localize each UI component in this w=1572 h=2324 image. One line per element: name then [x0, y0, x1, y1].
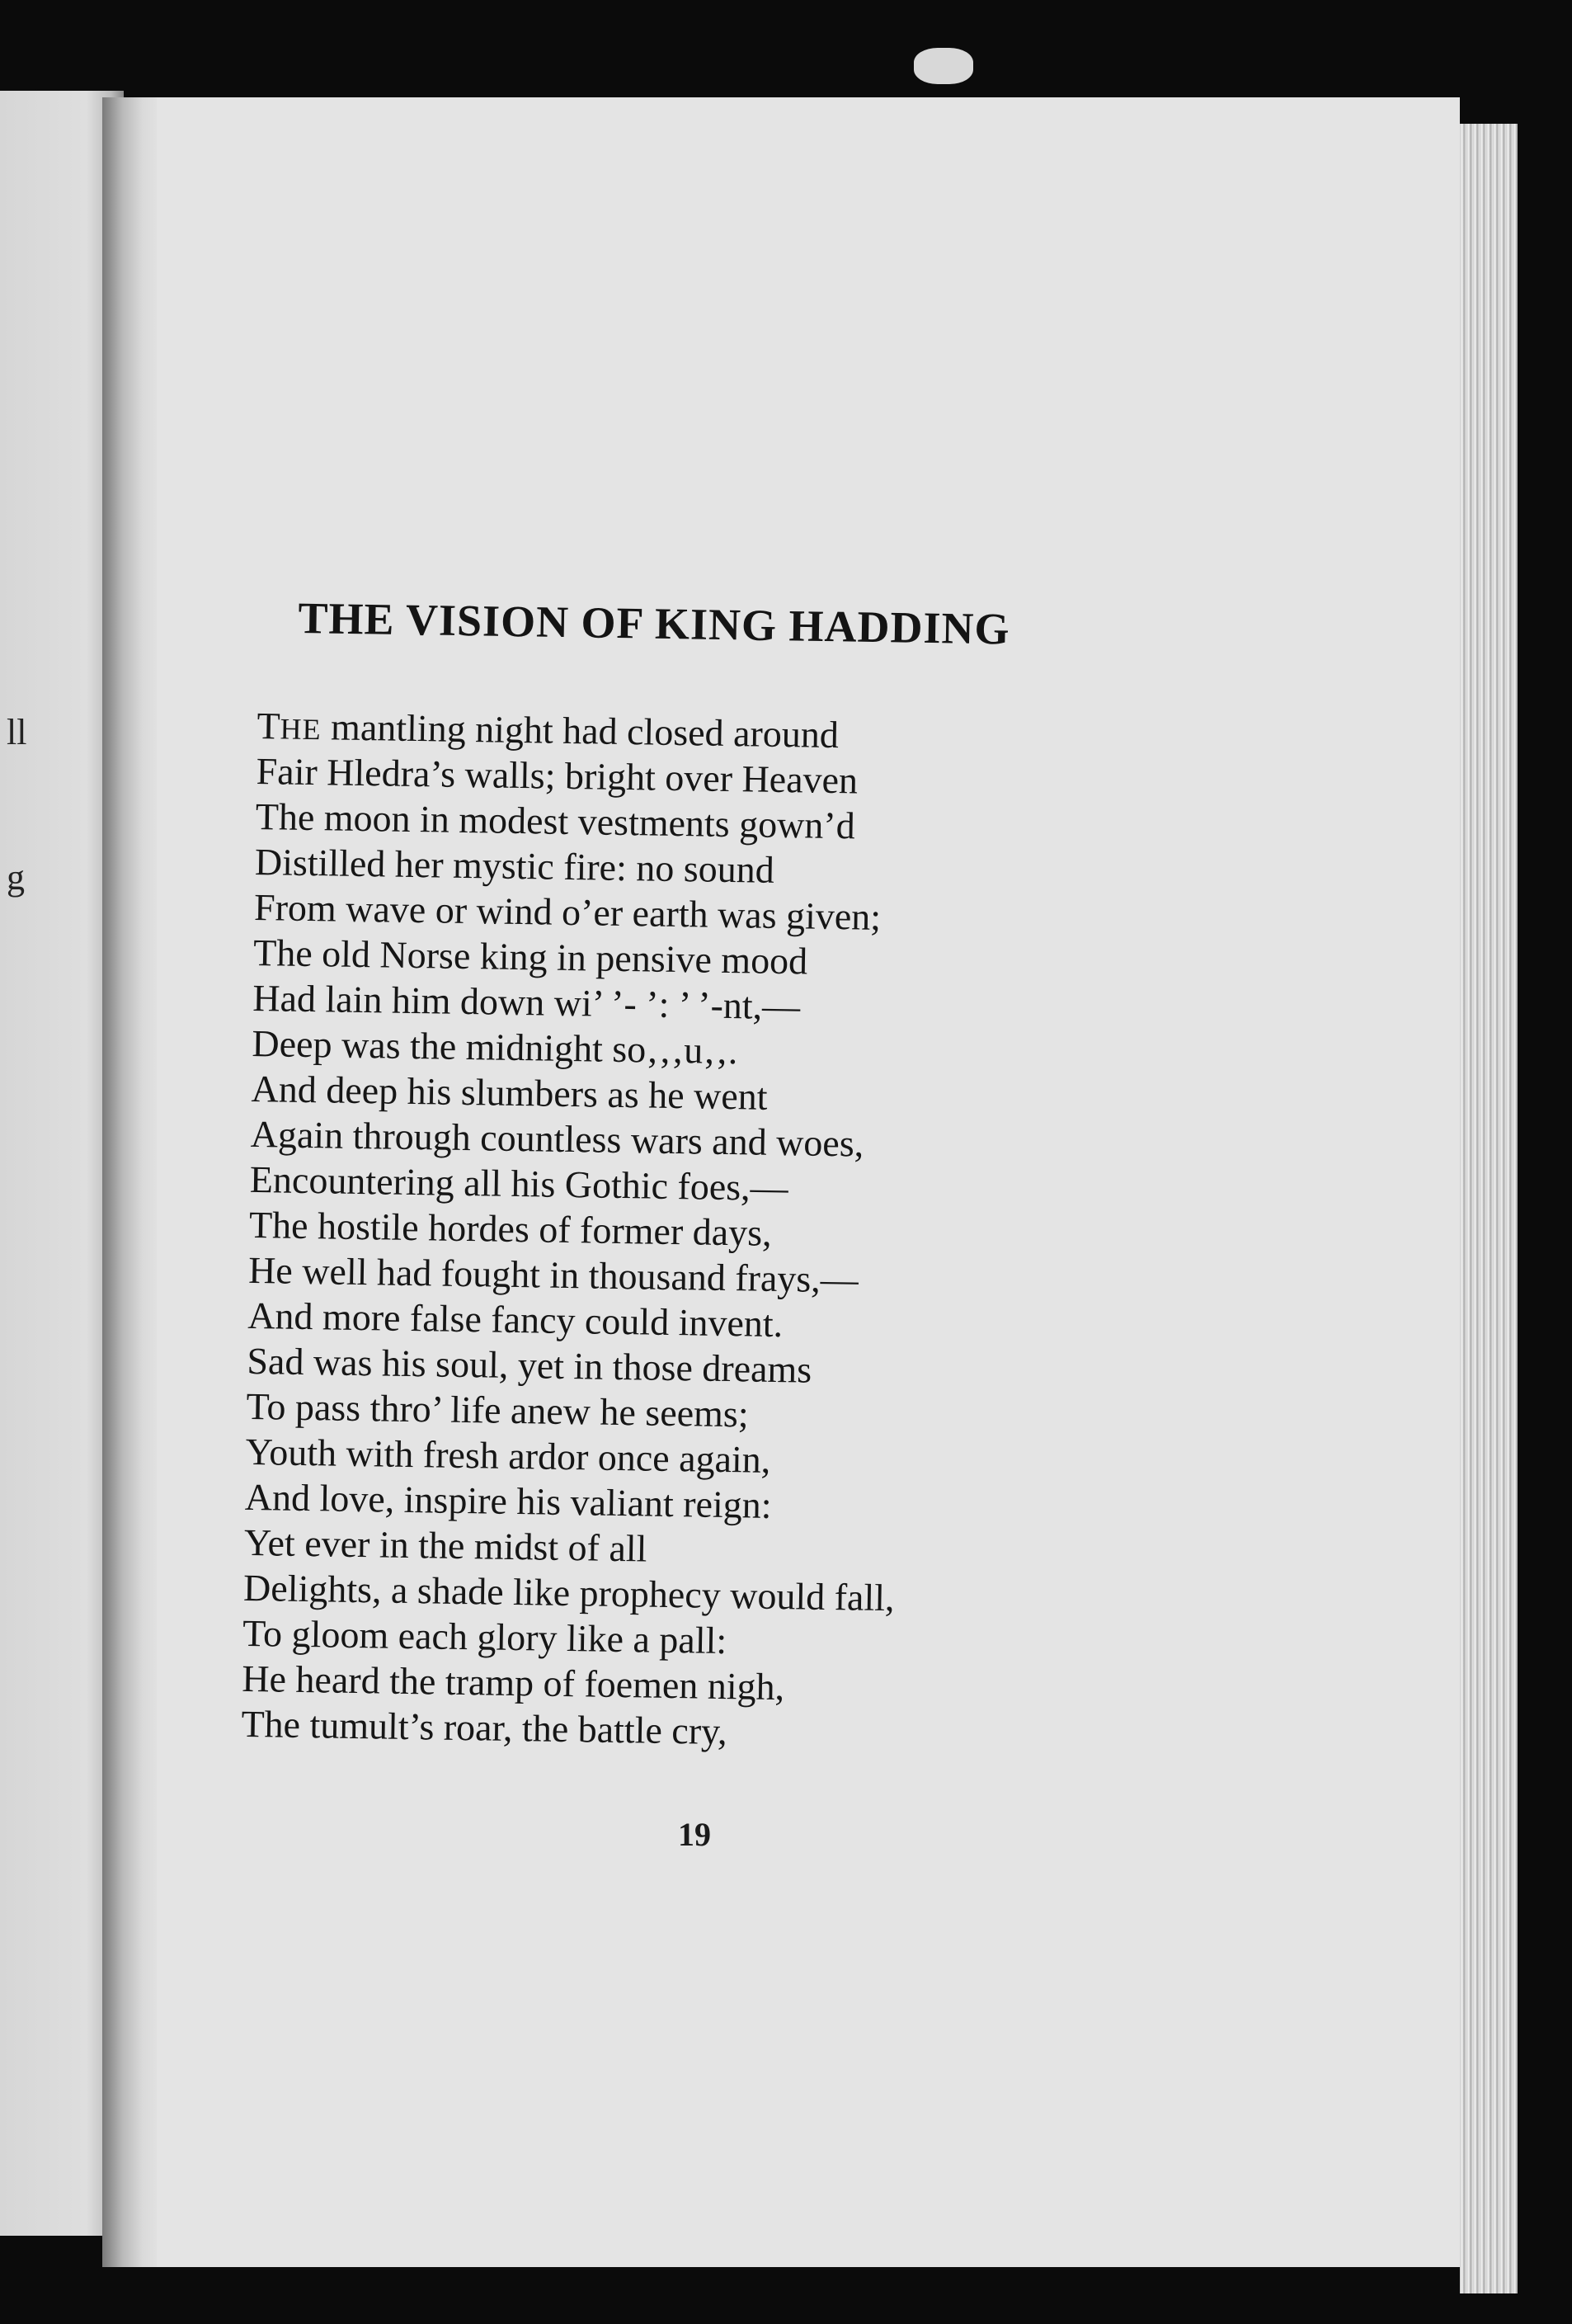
- poem-line: And deep his slumbers as he went: [251, 1067, 768, 1118]
- poem-line: To pass thro’ life anew he seems;: [246, 1384, 750, 1435]
- poem-line: He heard the tramp of foemen nigh,: [242, 1657, 785, 1709]
- poem-line: Yet ever in the midst of all: [243, 1520, 647, 1570]
- poem-line: And more false fancy could invent.: [247, 1294, 784, 1346]
- page-edges: [1460, 124, 1518, 2293]
- poem-title: THE VISION OF KING HADDING: [298, 592, 1011, 654]
- left-page-fragment: g: [7, 857, 25, 898]
- poem-line: The hostile hordes of former days,: [248, 1203, 772, 1254]
- poem-line: He well had fought in thousand frays,—: [247, 1248, 859, 1301]
- poem-line: Had lain him down wi’ ’- ’: ’ ’-nt,—: [252, 976, 801, 1028]
- poem-line: Encountering all his Gothic foes,—: [249, 1157, 789, 1209]
- page-number: 19: [678, 1816, 711, 1853]
- poem-line: Distilled her mystic fire: no sound: [254, 840, 775, 891]
- poem-line: Sad was his soul, yet in those dreams: [247, 1339, 812, 1391]
- poem-line: And love, inspire his valiant reign:: [244, 1475, 772, 1526]
- book-gutter: [102, 97, 160, 2267]
- poem-line: Deep was the midnight so‚‚‚u‚‚.: [252, 1021, 738, 1072]
- poem-line: The old Norse king in pensive mood: [252, 931, 808, 983]
- poem-line: Delights, a shade like prophecy would fall,: [242, 1566, 895, 1619]
- poem-line: THE mantling night had closed around: [257, 704, 840, 757]
- poem-text: [241, 703, 908, 1756]
- poem-line: From wave or wind o’er earth was given;: [253, 885, 882, 938]
- dust-speck: [914, 48, 973, 84]
- poem-line: The moon in modest vestments gown’d: [255, 794, 856, 847]
- poem-line: To gloom each glory like a pall:: [242, 1611, 727, 1662]
- poem-line: Fair Hledra’s walls; bright over Heaven: [256, 749, 859, 802]
- left-page-fragment: ll: [7, 712, 27, 752]
- poem-line: The tumult’s roar, the battle cry,: [241, 1702, 728, 1753]
- poem-line: Youth with fresh ardor once again,: [245, 1430, 771, 1481]
- poem-line: Again through countless wars and woes,: [250, 1112, 864, 1165]
